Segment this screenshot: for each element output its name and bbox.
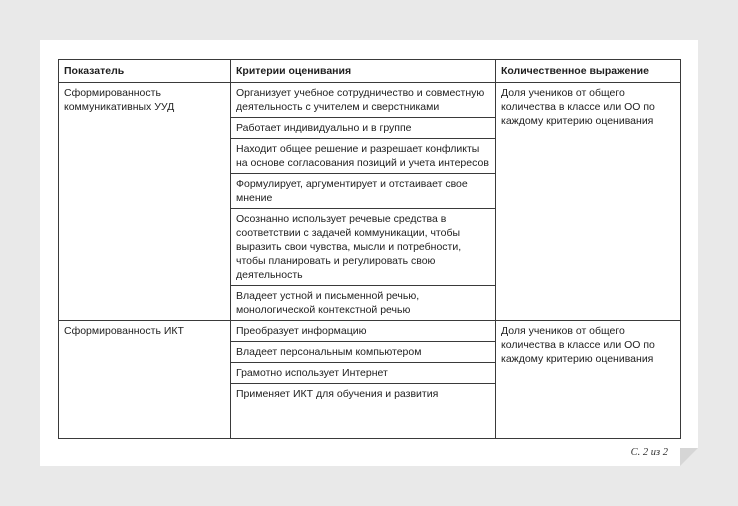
criterion-cell: Формулирует, аргументирует и отстаивает свое мнение <box>231 174 496 209</box>
criterion-cell: Преобразует информацию <box>231 321 496 342</box>
criterion-cell: Находит общее решение и разрешает конфликты на основе согласования позиций и учета интересов <box>231 139 496 174</box>
page-number: С. 2 из 2 <box>630 447 668 458</box>
criteria-table <box>58 59 681 439</box>
criterion-cell: Владеет устной и письменной речью, монологической контекстной речью <box>231 286 496 321</box>
document-page <box>40 40 698 466</box>
criterion-cell: Владеет персональным компьютером <box>231 342 496 363</box>
criterion-cell: Организует учебное сотрудничество и совместную деятельность с учителем и сверстниками <box>231 83 496 118</box>
quantity-cell: Доля учеников от общего количества в классе или ОО по каждому критерию оценивания <box>496 321 681 439</box>
header-indicator: Показатель <box>59 60 231 83</box>
header-quantity: Количественное выражение <box>496 60 681 83</box>
table-header-row <box>59 60 681 83</box>
indicator-cell: Сформированность коммуникативных УУД <box>59 83 231 321</box>
indicator-cell: Сформированность ИКТ <box>59 321 231 439</box>
table-row <box>59 321 681 342</box>
quantity-cell: Доля учеников от общего количества в классе или ОО по каждому критерию оценивания <box>496 83 681 321</box>
header-criteria: Критерии оценивания <box>231 60 496 83</box>
criterion-cell: Работает индивидуально и в группе <box>231 118 496 139</box>
table-row <box>59 83 681 118</box>
page-fold-corner <box>680 448 698 466</box>
criterion-cell: Применяет ИКТ для обучения и развития <box>231 384 496 439</box>
criterion-cell: Осознанно использует речевые средства в соответствии с задачей коммуникации, чтобы выразить свои чувства, мысли и потребности, чтобы планировать и регулировать свою деятельность <box>231 209 496 286</box>
criterion-cell: Грамотно использует Интернет <box>231 363 496 384</box>
